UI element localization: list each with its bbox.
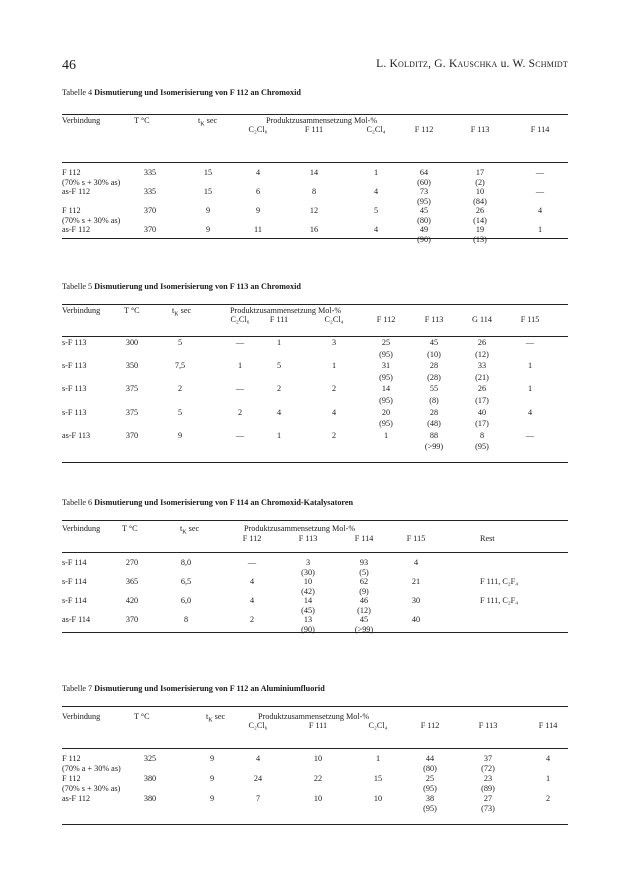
cell-value: — [525,430,535,440]
cell-value: 28 [429,361,439,371]
cell-value: 1 [331,361,337,371]
table-rule [62,162,568,163]
header-verbindung: Verbindung [62,712,101,721]
row-contact-time: 2 [177,384,183,394]
row-compound: F 112 [62,774,81,783]
header-product-group: Produktzusammensetzung Mol-% [230,306,342,315]
header-contact-time [206,712,225,726]
cell-value: (90) [417,234,431,244]
column-header: F 112 [242,534,262,543]
cell-value: 4 [276,407,282,417]
cell-value: F 111, C₂F₄ [480,596,519,605]
row-compound: F 112 [62,206,81,215]
table-title: Dismutierung und Isomerisierung von F 112 an Chromoxid [94,88,301,97]
cell-value: 2 [276,384,282,394]
cell-value: 1 [276,430,282,440]
cell-value: 16 [309,225,319,234]
cell-value: 10 [313,794,323,803]
row-contact-time: 6,5 [180,577,192,586]
cell-value: (95) [379,349,393,359]
row-temperature: 375 [125,407,139,417]
cell-value: 45 [359,615,369,624]
cell-value: (17) [475,396,489,405]
cell-value: 4 [527,407,533,417]
cell-value: 2 [249,615,255,624]
cell-value: (95) [423,784,437,793]
cell-value: (12) [357,605,371,615]
cell-value: 4 [249,596,255,605]
column-header: C₂Cl₄ [366,125,386,134]
cell-value: (2) [475,177,485,187]
row-compound: (70% a + 30% as) [62,764,121,773]
cell-value: 19 [475,225,485,234]
cell-value: (72) [481,764,495,773]
cell-value: F 111, C₂F₄ [480,577,519,586]
cell-value: 2 [331,430,337,440]
column-header: F 113 [424,315,444,324]
cell-value: (21) [475,372,489,382]
header-tk-subscript: K [200,121,205,128]
row-temperature: 370 [125,430,139,440]
cell-value: (95) [423,804,437,813]
row-compound: s-F 114 [62,577,87,586]
cell-value: 21 [411,577,421,586]
cell-value: 1 [537,225,543,234]
cell-value: 4 [373,187,379,196]
table-label: Tabelle 5 [62,282,93,291]
cell-value: 26 [475,206,485,215]
cell-value: 1 [527,361,533,371]
row-temperature: 350 [125,361,139,371]
column-header: F 114 [530,125,550,134]
cell-value: 17 [475,168,485,177]
row-compound: s-F 113 [62,407,87,417]
table-rule [62,706,568,707]
cell-value: 6 [255,187,261,196]
cell-value: 55 [429,384,439,394]
cell-value: 8 [479,430,485,440]
cell-value: (30) [301,567,315,577]
row-contact-time: 8,0 [180,558,192,567]
cell-value: 37 [483,754,493,763]
cell-value: — [247,558,257,567]
table-7 [62,684,568,828]
cell-value: 93 [359,558,369,567]
cell-value: 46 [359,596,369,605]
header-product-group: Produktzusammensetzung Mol-% [258,712,370,721]
column-header: C₂Cl₆ [248,125,268,134]
cell-value: 44 [425,754,435,763]
header-verbindung: Verbindung [62,306,101,315]
column-header: C₂Cl₆ [230,315,250,324]
row-compound: (70% s + 30% as) [62,177,121,187]
header-tk-symbol: t [172,306,175,315]
row-temperature: 325 [143,754,157,763]
cell-value: (12) [475,349,489,359]
cell-value: (95) [475,442,489,452]
cell-value: 4 [255,754,261,763]
row-temperature: 335 [143,168,157,177]
cell-value: 3 [331,338,337,347]
author-schmidt: Schmidt [528,58,568,70]
table-label: Tabelle 4 [62,88,93,97]
table-5 [62,282,568,466]
cell-value: — [525,338,535,347]
cell-value: 45 [429,338,439,347]
header-tk-unit: sec [212,712,226,721]
cell-value: — [235,384,245,394]
table-label: Tabelle 6 [62,498,93,507]
header-contact-time [172,306,191,320]
cell-value: 4 [537,206,543,215]
table-caption [62,282,301,291]
column-header: F 111 [304,125,324,134]
cell-value: (80) [417,215,431,225]
row-contact-time: 9 [177,430,183,440]
header-verbindung: Verbindung [62,524,101,533]
cell-value: 26 [477,338,487,347]
column-header: F 112 [376,315,396,324]
table-rule [62,462,568,463]
cell-value: 33 [477,361,487,371]
row-temperature: 420 [125,596,139,605]
cell-value: 1 [527,384,533,394]
cell-value: 5 [373,206,379,215]
row-contact-time: 9 [205,225,211,234]
row-contact-time: 9 [205,206,211,215]
cell-value: 26 [477,384,487,394]
header-contact-time [180,524,199,538]
row-contact-time: 8 [183,615,189,624]
cell-value: 14 [309,168,319,177]
cell-value: (45) [301,605,315,615]
cell-value: (89) [481,784,495,793]
cell-value: (9) [359,586,369,596]
cell-value: 13 [303,615,313,624]
header-tk-unit: sec [186,524,200,533]
row-contact-time: 15 [203,187,213,196]
cell-value: 11 [254,225,262,234]
row-contact-time: 6,0 [180,596,192,605]
header-tk-unit: sec [178,306,192,315]
column-header: F 113 [470,125,490,134]
column-header: F 112 [420,721,440,730]
row-compound: (70% s + 30% as) [62,215,121,225]
cell-value: 49 [419,225,429,234]
header-product-group: Produktzusammensetzung Mol-% [244,524,356,533]
cell-value: (5) [359,567,369,577]
cell-value: 2 [331,384,337,394]
cell-value: 14 [381,384,391,394]
cell-value: — [235,338,245,347]
cell-value: (73) [481,804,495,813]
cell-value: 45 [419,206,429,215]
header-tk-subscript: K [208,717,213,724]
row-compound: F 112 [62,754,81,763]
column-header: C₂Cl₄ [324,315,344,324]
cell-value: (90) [301,624,315,634]
row-temperature: 380 [143,774,157,783]
row-compound: as-F 112 [62,187,91,196]
header-product-group: Produktzusammensetzung Mol-% [266,116,378,125]
cell-value: (95) [379,419,393,429]
cell-value: (8) [429,396,439,405]
cell-value: (13) [473,234,487,244]
cell-value: 28 [429,407,439,417]
cell-value: 14 [303,596,313,605]
row-temperature: 335 [143,187,157,196]
cell-value: 40 [477,407,487,417]
cell-value: 2 [545,794,551,803]
table-rule [62,304,568,305]
row-temperature: 370 [125,615,139,624]
cell-value: 62 [359,577,369,586]
row-compound: s-F 113 [62,361,87,371]
cell-value: 25 [425,774,435,783]
table-rule [62,238,568,239]
row-temperature: 365 [125,577,139,586]
row-compound: s-F 113 [62,338,87,347]
header-temperature: T °C [134,116,150,125]
row-contact-time: 5 [177,407,183,417]
table-caption [62,684,325,693]
cell-value: 15 [373,774,383,783]
cell-value: 4 [413,558,419,567]
header-tk-subscript: K [174,311,179,318]
row-compound: as-F 114 [62,615,91,624]
table-label: Tabelle 7 [62,684,93,693]
header-temperature: T °C [134,712,150,721]
cell-value: 27 [483,794,493,803]
column-header: F 115 [406,534,426,543]
header-tk-symbol: t [180,524,183,533]
cell-value: 4 [545,754,551,763]
table-caption [62,498,353,507]
table-4 [62,88,568,242]
cell-value: 30 [411,596,421,605]
row-compound: (70% s + 30% as) [62,784,121,793]
row-compound: as-F 113 [62,430,91,440]
cell-value: 1 [276,338,282,347]
cell-value: 1 [375,754,381,763]
row-contact-time: 7,5 [174,361,186,371]
cell-value: 1 [237,361,243,371]
authors-prefix: L. [376,58,390,70]
row-contact-time: 9 [209,794,215,803]
cell-value: (14) [473,215,487,225]
column-header: F 111 [308,721,328,730]
table-title: Dismutierung und Isomerisierung von F 113 an Chromoxid [94,282,301,291]
author-kauschka: Kauschka [448,58,498,70]
column-header: F 111 [269,315,289,324]
table-rule [62,336,568,337]
table-caption [62,88,301,97]
header-tk-symbol: t [198,116,201,125]
cell-value: (95) [417,196,431,206]
row-contact-time: 5 [177,338,183,347]
column-header: G 114 [472,315,492,324]
cell-value: (>99) [354,624,374,634]
authors-sep: , G. [428,58,449,70]
row-temperature: 370 [143,225,157,234]
cell-value: (10) [427,349,441,359]
table-rule [62,824,568,825]
header-temperature: T °C [124,306,140,315]
row-temperature: 300 [125,338,139,347]
cell-value: (95) [379,396,393,405]
row-temperature: 370 [143,206,157,215]
cell-value: — [535,187,545,196]
header-verbindung: Verbindung [62,116,101,125]
cell-value: 4 [331,407,337,417]
row-temperature: 375 [125,384,139,394]
header-tk-unit: sec [204,116,218,125]
row-temperature: 270 [125,558,139,567]
cell-value: 64 [419,168,429,177]
row-contact-time: 15 [203,168,213,177]
table-title: Dismutierung und Isomerisierung von F 114 an Chromoxid-Katalysatoren [94,498,354,507]
row-compound: s-F 113 [62,384,87,394]
table-6 [62,498,568,636]
cell-value: 8 [311,187,317,196]
cell-value: 40 [411,615,421,624]
cell-value: 4 [249,577,255,586]
cell-value: 1 [383,430,389,440]
cell-value: (84) [473,196,487,206]
cell-value: 10 [373,794,383,803]
row-compound: s-F 114 [62,558,87,567]
table-rule [62,520,568,521]
row-contact-time: 9 [209,754,215,763]
cell-value: 9 [255,206,261,215]
cell-value: 20 [381,407,391,417]
cell-value: — [235,430,245,440]
cell-value: 10 [303,577,313,586]
cell-value: (28) [427,372,441,382]
cell-value: 7 [255,794,261,803]
header-contact-time [198,116,217,130]
cell-value: (17) [475,419,489,429]
page-number: 46 [62,58,76,73]
cell-value: (42) [301,586,315,596]
column-header: F 113 [478,721,498,730]
row-compound: as-F 112 [62,225,91,234]
cell-value: 24 [253,774,263,783]
cell-value: (>99) [424,442,444,452]
author-kolditz: Kolditz [389,58,429,70]
running-header [62,58,568,76]
cell-value: 5 [276,361,282,371]
column-header: F 114 [354,534,374,543]
cell-value: 73 [419,187,429,196]
cell-value: 31 [381,361,391,371]
cell-value: 3 [305,558,311,567]
row-compound: F 112 [62,168,81,177]
column-header: F 112 [414,125,434,134]
cell-value: 10 [475,187,485,196]
cell-value: (95) [379,372,393,382]
header-tk-subscript: K [182,529,187,536]
cell-value: — [535,168,545,177]
running-authors [376,58,568,70]
row-contact-time: 9 [209,774,215,783]
cell-value: 38 [425,794,435,803]
cell-value: 1 [545,774,551,783]
cell-value: 23 [483,774,493,783]
cell-value: 25 [381,338,391,347]
cell-value: (80) [423,764,437,773]
cell-value: 88 [429,430,439,440]
table-rule [62,748,568,749]
authors-and: u. W. [497,58,529,70]
table-title: Dismutierung und Isomerisierung von F 112 an Aluminiumfluorid [94,684,325,693]
cell-value: 10 [313,754,323,763]
column-header: C₂Cl₆ [248,721,268,730]
cell-value: 12 [309,206,319,215]
cell-value: 4 [373,225,379,234]
column-header: F 115 [520,315,540,324]
column-header: F 114 [538,721,558,730]
row-temperature: 380 [143,794,157,803]
row-compound: s-F 114 [62,596,87,605]
cell-value: 22 [313,774,323,783]
header-temperature: T °C [122,524,138,533]
cell-value: 1 [373,168,379,177]
cell-value: (48) [427,419,441,429]
row-compound: as-F 112 [62,794,91,803]
cell-value: 2 [237,407,243,417]
column-header: Rest [480,534,495,543]
header-tk-symbol: t [206,712,209,721]
column-header: C₂Cl₄ [368,721,388,730]
table-rule [62,552,568,553]
cell-value: (60) [417,177,431,187]
column-header: F 113 [298,534,318,543]
cell-value: 4 [255,168,261,177]
table-rule [62,114,568,115]
